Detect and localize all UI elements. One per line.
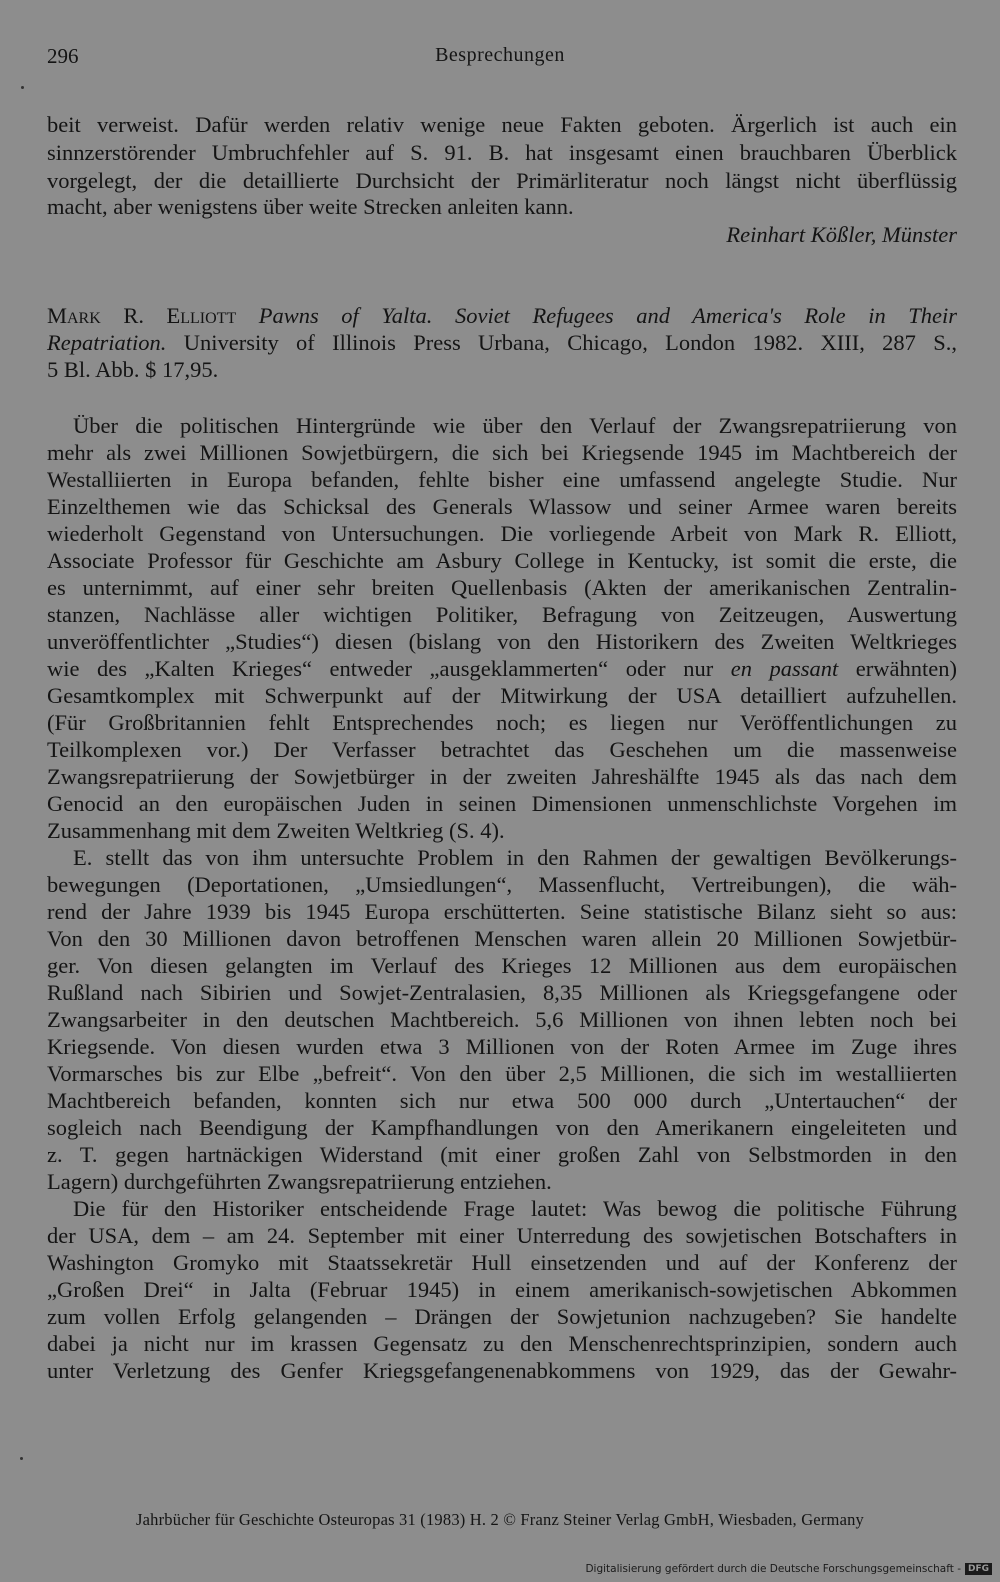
text-line: Zusammenhang mit dem Zweiten Weltkrieg (S. 4).	[47, 818, 505, 843]
text-line: „Großen Drei“ in Jalta (Februar 1945) in einem amerikanisch-sowjetischen Abkommen	[47, 1277, 957, 1302]
running-head: Besprechungen	[435, 44, 565, 66]
book-title-cont: Repatriation.	[47, 330, 167, 355]
text-line: Von den 30 Millionen davon betroffenen Menschen waren allein 20 Millionen Sowjetbür-	[47, 926, 957, 951]
citation-line-2	[47, 330, 957, 356]
dfg-logo-icon: DFG	[965, 1563, 992, 1575]
journal-footer: Jahrbücher für Geschichte Osteuropas 31 (1983) H. 2 © Franz Steiner Verlag GmbH, Wiesbaden, Germany	[136, 1510, 864, 1529]
text-line: bewegungen (Deportationen, „Umsiedlungen“, Massenflucht, Vertreibungen), die wäh-	[47, 872, 957, 897]
text-line: Zwangsarbeiter in den deutschen Machtbereich. 5,6 Millionen von ihnen lebten noch bei	[47, 1007, 957, 1032]
text-line: Einzelthemen wie das Schicksal des Generals Wlassow und seiner Armee waren bereits	[47, 494, 957, 519]
text-line: zum vollen Erfolg gelangenden – Drängen der Sowjetunion nachzugeben? Sie handelte	[47, 1304, 957, 1329]
text-line: vorgelegt, der die detaillierte Durchsicht der Primärliteratur noch längst nicht überflüssig	[47, 168, 957, 193]
text-line: Rußland nach Sibirien und Sowjet-Zentralasien, 8,35 Millionen als Kriegsgefangene oder	[47, 980, 957, 1005]
text-line: Associate Professor für Geschichte am Asbury College in Kentucky, ist somit die erste, die	[47, 548, 957, 573]
text-line: Vormarsches bis zur Elbe „befreit“. Von den über 2,5 Millionen, die sich im westalliierten	[47, 1061, 957, 1086]
text-line: der USA, dem – am 24. September mit einer Unterredung des sowjetischen Botschafters in	[47, 1223, 957, 1248]
text-line: stanzen, Nachlässe aller wichtigen Politiker, Befragung von Zeitzeugen, Auswertung	[47, 602, 957, 627]
book-title: Pawns of Yalta. Soviet Refugees and America's Role in Their	[258, 303, 958, 328]
text-line: Teilkomplexen vor.) Der Verfasser betrachtet das Geschehen um die massenweise	[47, 737, 957, 762]
text-line: wiederholt Gegenstand von Untersuchungen. Die vorliegende Arbeit von Mark R. Elliott,	[47, 521, 957, 546]
text-line: sinnzerstörender Umbruchfehler auf S. 91. B. hat insgesamt einen brauchbaren Überblick	[47, 140, 957, 165]
italic-phrase: en passant	[730, 656, 839, 681]
text-line: Die für den Historiker entscheidende Frage lautet: Was bewog die politische Führung	[73, 1196, 957, 1221]
text-line: unter Verletzung des Genfer Kriegsgefangenenabkommens von 1929, das der Gewahr-	[47, 1358, 957, 1383]
text-line: beit verweist. Dafür werden relativ wenige neue Fakten geboten. Ärgerlich ist auch ein	[47, 112, 957, 137]
page-header	[0, 44, 1000, 74]
text-line: Genocid an den europäischen Juden in seinen Dimensionen unmenschlichste Vorgehen im	[47, 791, 957, 816]
text-fragment: erwähnten)	[855, 656, 957, 681]
publisher-info: University of Illinois Press Urbana, Chicago, London 1982. XIII, 287 S.,	[183, 330, 958, 355]
text-line: Westalliierten in Europa befanden, fehlte bisher eine umfassend angelegte Studie. Nur	[47, 467, 957, 492]
text-fragment: wie des „Kalten Krieges“ entweder „ausgeklammerten“ oder nur	[47, 656, 714, 681]
citation-line-3: 5 Bl. Abb. $ 17,95.	[47, 357, 219, 382]
text-line: ger. Von diesen gelangten im Verlauf des Krieges 12 Millionen aus dem europäischen	[47, 953, 957, 978]
text-line	[47, 656, 957, 682]
credit-text: Digitalisierung gefördert durch die Deutsche Forschungsgemeinschaft -	[585, 1563, 961, 1575]
text-line: dabei ja nicht nur im krassen Gegensatz zu den Menschenrechtsprinzipien, sondern auch	[47, 1331, 957, 1356]
text-line: sogleich nach Beendigung der Kampfhandlungen von den Amerikanern eingeleiteten und	[47, 1115, 957, 1140]
book-author: Mark R. Elliott	[47, 303, 237, 328]
text-line: Washington Gromyko mit Staatssekretär Hull einsetzenden und auf der Konferenz der	[47, 1250, 957, 1275]
text-line: unveröffentlichter „Studies“) diesen (bislang von den Historikern des Zweiten Weltkrieges	[47, 629, 957, 654]
page-number: 296	[47, 44, 79, 68]
text-line: mehr als zwei Millionen Sowjetbürgern, die sich bei Kriegsende 1945 im Machtbereich der	[47, 440, 957, 465]
scan-speck	[21, 86, 24, 89]
text-line: Zwangsrepatriierung der Sowjetbürger in der zweiten Jahreshälfte 1945 als das nach dem	[47, 764, 957, 789]
reviewer-signature: Reinhart Kößler, Münster	[726, 222, 957, 247]
text-line: rend der Jahre 1939 bis 1945 Europa erschütterten. Seine statistische Bilanz sieht so aus:	[47, 899, 957, 924]
text-line: Kriegsende. Von diesen wurden etwa 3 Millionen von der Roten Armee im Zuge ihres	[47, 1034, 957, 1059]
text-line: (Für Großbritannien fehlt Entsprechendes noch; es liegen nur Veröffentlichungen zu	[47, 710, 957, 735]
citation-line-1	[47, 303, 957, 329]
text-line: Gesamtkomplex mit Schwerpunkt auf der Mitwirkung der USA detailliert aufzuhellen.	[47, 683, 957, 708]
text-line: Über die politischen Hintergründe wie über den Verlauf der Zwangsrepatriierung von	[73, 413, 957, 438]
text-line: Lagern) durchgeführten Zwangsrepatriierung entziehen.	[47, 1169, 552, 1194]
text-line: es unternimmt, auf einer sehr breiten Quellenbasis (Akten der amerikanischen Zentralin-	[47, 575, 957, 600]
digitization-credit	[585, 1563, 992, 1575]
text-line: E. stellt das von ihm untersuchte Problem in den Rahmen der gewaltigen Bevölkerungs-	[73, 845, 957, 870]
text-line: z. T. gegen hartnäckigen Widerstand (mit einer großen Zahl von Selbstmorden in den	[47, 1142, 957, 1167]
scan-speck	[20, 1457, 23, 1460]
text-line: Machtbereich befanden, konnten sich nur etwa 500 000 durch „Untertauchen“ der	[47, 1088, 957, 1113]
text-line: macht, aber wenigstens über weite Strecken anleiten kann.	[47, 194, 574, 219]
